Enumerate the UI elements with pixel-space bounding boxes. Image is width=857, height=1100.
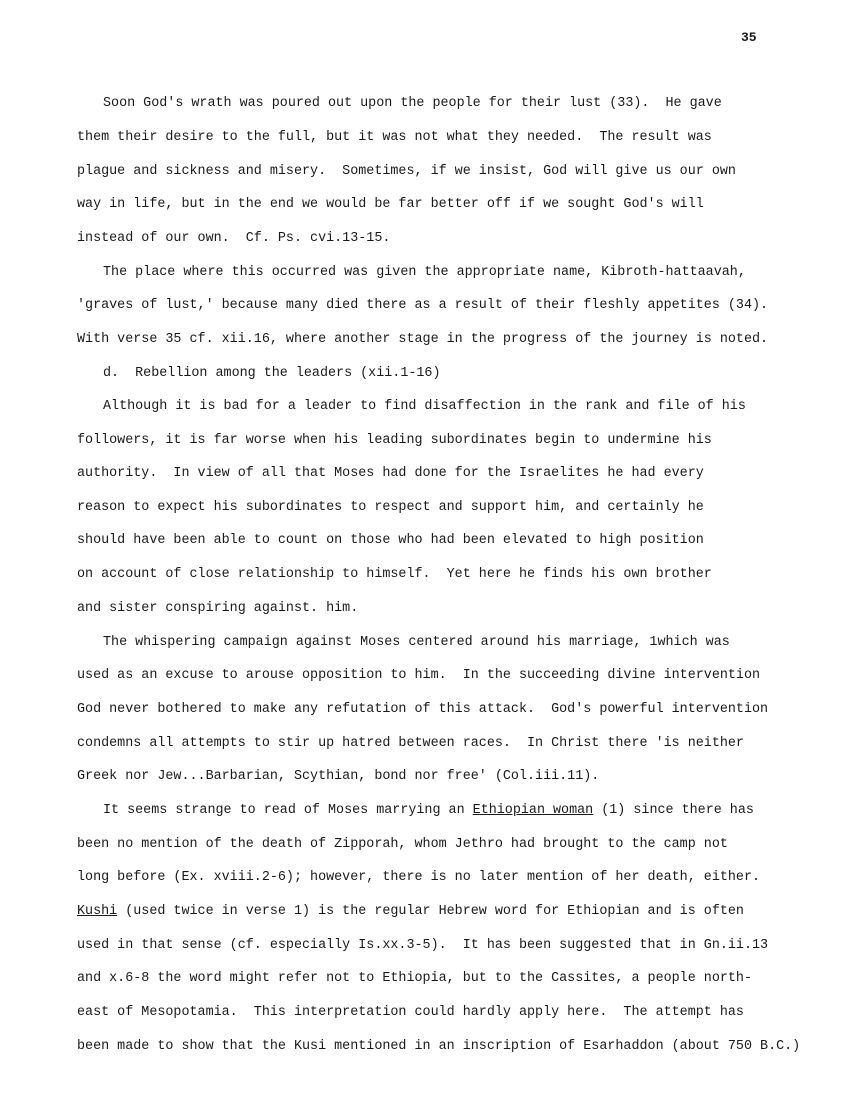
text-line: on account of close relationship to himself. Yet here he finds his own brother xyxy=(77,567,712,582)
text-line: long before (Ex. xviii.2-6); however, there is no later mention of her death, either. xyxy=(77,870,761,885)
text-line: instead of our own. Cf. Ps. cvi.13-15. xyxy=(77,231,391,246)
text-line: d. Rebellion among the leaders (xii.1-16) xyxy=(103,366,441,381)
text-line: The place where this occurred was given the appropriate name, Kibroth-hattaavah, xyxy=(103,265,746,280)
text-line: God never bothered to make any refutation of this attack. God's powerful intervention xyxy=(77,702,769,717)
underlined-term: Kushi xyxy=(77,904,118,919)
text-line: With verse 35 cf. xii.16, where another stage in the progress of the journey is noted. xyxy=(77,332,769,347)
text-line: followers, it is far worse when his leading subordinates begin to undermine his xyxy=(77,433,712,448)
underlined-term: Ethiopian woman xyxy=(472,803,594,818)
text-line: 'graves of lust,' because many died there as a result of their fleshly appetites (34). xyxy=(77,298,769,313)
text-line: should have been able to count on those who had been elevated to high position xyxy=(77,533,704,548)
text-line: Soon God's wrath was poured out upon the people for their lust (33). He gave xyxy=(103,96,722,111)
text-line: them their desire to the full, but it was not what they needed. The result was xyxy=(77,130,712,145)
text-line: Although it is bad for a leader to find disaffection in the rank and file of his xyxy=(103,399,746,414)
text-line: Kushi (used twice in verse 1) is the regular Hebrew word for Ethiopian and is often xyxy=(77,904,744,919)
text-line: been no mention of the death of Zipporah, whom Jethro had brought to the camp not xyxy=(77,837,728,852)
text-line: way in life, but in the end we would be far better off if we sought God's will xyxy=(77,197,704,212)
text-line: and sister conspiring against. him. xyxy=(77,601,359,616)
text-line: and x.6-8 the word might refer not to Ethiopia, but to the Cassites, a people north- xyxy=(77,971,752,986)
text-line: condemns all attempts to stir up hatred between races. In Christ there 'is neither xyxy=(77,736,744,751)
text-line: The whispering campaign against Moses centered around his marriage, 1which was xyxy=(103,635,730,650)
text-line: been made to show that the Kusi mentioned in an inscription of Esarhaddon (about 750 B.C.) xyxy=(77,1039,801,1054)
text-line: used in that sense (cf. especially Is.xx.3-5). It has been suggested that in Gn.ii.13 xyxy=(77,938,769,953)
text-line: plague and sickness and misery. Sometimes, if we insist, God will give us our own xyxy=(77,164,736,179)
text-line: reason to expect his subordinates to respect and support him, and certainly he xyxy=(77,500,704,515)
text-line: It seems strange to read of Moses marrying an Ethiopian woman (1) since there has xyxy=(103,803,754,818)
text-line: Greek nor Jew...Barbarian, Scythian, bond nor free' (Col.iii.11). xyxy=(77,769,600,784)
page-number: 35 xyxy=(741,30,757,45)
text-line: authority. In view of all that Moses had done for the Israelites he had every xyxy=(77,466,704,481)
text-line: used as an excuse to arouse opposition to him. In the succeeding divine intervention xyxy=(77,668,761,683)
text-line: east of Mesopotamia. This interpretation could hardly apply here. The attempt has xyxy=(77,1005,744,1020)
